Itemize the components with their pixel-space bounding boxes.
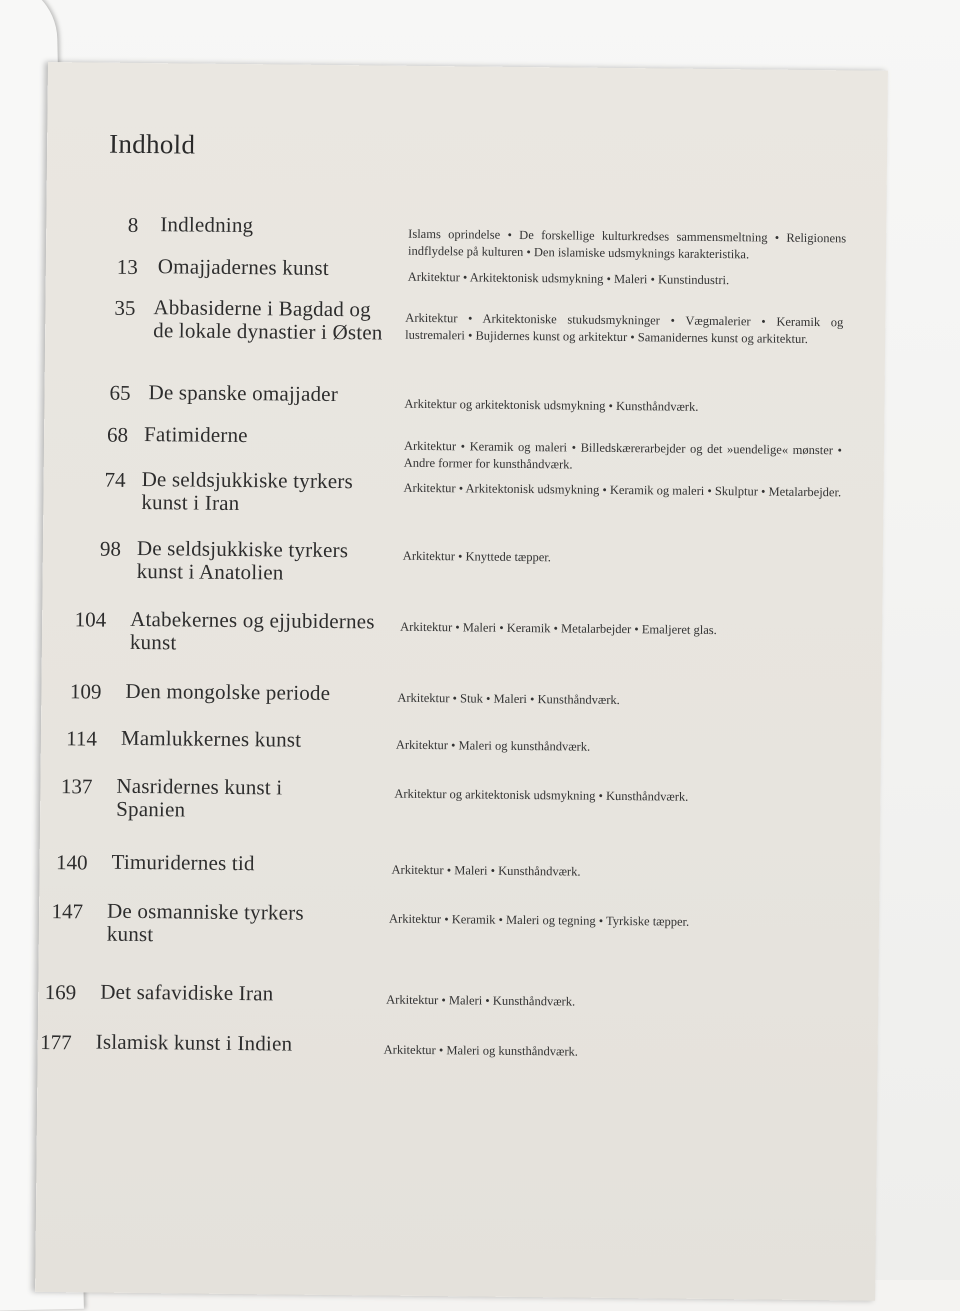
toc-chapter-title: Omajjadernes kunst xyxy=(157,254,329,280)
toc-chapter-description: Arkitektur og arkitektonisk udsmykning • Kunsthåndværk. xyxy=(404,396,699,414)
toc-page-number: 147 xyxy=(51,899,84,924)
toc-page-number: 137 xyxy=(60,774,93,799)
toc-chapter-title: De seldsjukkiske tyrkers kunst i Anatolien xyxy=(136,535,349,585)
toc-chapter-description: Arkitektur • Knyttede tæpper. xyxy=(402,548,552,565)
toc-chapter-description: Islams oprindelse • De forskellige kulturkredses sammensmeltning • Religionens indflydelse på kulturen • Den islamiske udsmyknings karakteristika. xyxy=(407,226,847,262)
toc-chapter-description: Arkitektur • Arkitektoniske stukudsmykninger • Vægmalerier • Keramik og lustremaleri • Bujidernes kunst og arkitektur • Samanidernes kunst og arkitektur. xyxy=(405,310,844,346)
table-of-contents xyxy=(35,62,888,1271)
toc-chapter-description: Arkitektur • Keramik og maleri • Billedskærerarbejder og det »uendelige« mønster • Andre former for kunsthåndværk. xyxy=(403,438,843,472)
toc-page-number: 13 xyxy=(116,254,138,279)
toc-chapter-title: De seldsjukkiske tyrkers kunst i Iran xyxy=(141,467,354,516)
toc-chapter-title: De osmanniske tyrkers kunst xyxy=(106,898,304,947)
toc-chapter-title: Indledning xyxy=(160,212,254,238)
toc-page-number: 65 xyxy=(109,380,131,405)
toc-chapter-description: Arkitektur og arkitektonisk udsmykning • Kunsthåndværk. xyxy=(394,786,689,804)
toc-chapter-description: Arkitektur • Arkitektonisk udsmykning • Keramik og maleri • Skulptur • Metalarbejder. xyxy=(403,480,842,500)
toc-chapter-title: Det safavidiske Iran xyxy=(100,979,274,1006)
toc-page-number: 169 xyxy=(44,980,77,1005)
toc-chapter-description: Arkitektur • Stuk • Maleri • Kunsthåndværk. xyxy=(397,690,620,708)
toc-page-number: 109 xyxy=(69,679,102,704)
toc-chapter-title: Timuridernes tid xyxy=(111,849,255,876)
toc-page-number: 98 xyxy=(99,536,122,561)
toc-chapter-description: Arkitektur • Maleri og kunsthåndværk. xyxy=(395,737,591,754)
toc-page-number: 68 xyxy=(106,422,129,447)
toc-page-number: 35 xyxy=(114,295,136,320)
toc-page-number: 104 xyxy=(74,607,107,632)
toc-chapter-description: Arkitektur • Keramik • Maleri og tegning • Tyrkiske tæpper. xyxy=(388,911,690,929)
toc-chapter-title: Islamisk kunst i Indien xyxy=(95,1029,293,1056)
toc-page-number: 8 xyxy=(127,212,139,237)
toc-chapter-title: Nasridernes kunst i Spanien xyxy=(116,773,283,822)
toc-chapter-description: Arkitektur • Maleri • Kunsthåndværk. xyxy=(386,992,576,1009)
toc-chapter-title: Atabekernes og ejjubidernes kunst xyxy=(129,606,375,655)
toc-chapter-title: Mamlukkernes kunst xyxy=(120,725,302,752)
book-page xyxy=(35,62,888,1301)
toc-page-number: 114 xyxy=(66,726,98,751)
toc-chapter-title: De spanske omajjader xyxy=(148,380,339,407)
toc-page-number: 177 xyxy=(40,1029,72,1055)
page-title: Indhold xyxy=(108,128,196,160)
toc-chapter-title: Abbasiderne i Bagdad og de lokale dynastier i Østen xyxy=(153,295,383,345)
toc-page-number: 74 xyxy=(104,467,126,492)
toc-chapter-description: Arkitektur • Maleri • Keramik • Metalarbejder • Emaljeret glas. xyxy=(400,619,717,638)
toc-chapter-description: Arkitektur • Maleri • Kunsthåndværk. xyxy=(391,862,581,879)
toc-chapter-description: Arkitektur • Arkitektonisk udsmykning • Maleri • Kunstindustri. xyxy=(407,269,730,288)
toc-chapter-description: Arkitektur • Maleri og kunsthåndværk. xyxy=(383,1042,579,1059)
toc-chapter-title: Den mongolske periode xyxy=(125,678,331,705)
toc-chapter-title: Fatimiderne xyxy=(143,422,248,448)
toc-page-number: 140 xyxy=(55,850,88,875)
